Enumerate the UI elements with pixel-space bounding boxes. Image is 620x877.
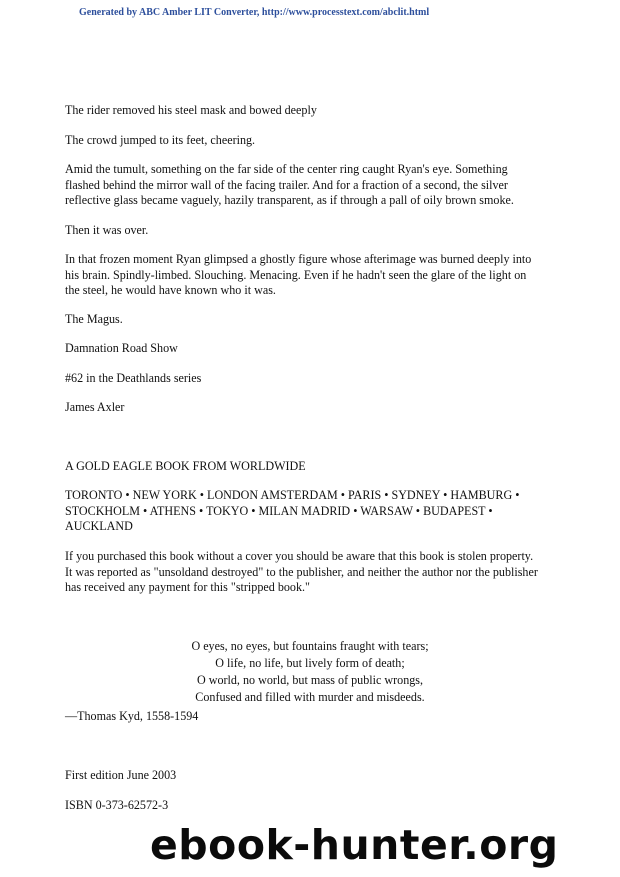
watermark-text: ebook-hunter.org [150, 821, 559, 869]
epigraph-line: Confused and filled with murder and misdeeds. [195, 690, 425, 704]
epigraph-poem [150, 638, 470, 706]
paragraph-over: Then it was over. [65, 223, 149, 237]
stripped-book-notice: If you purchased this book without a cover you should be aware that this book is stolen property. It was reported as "unsoldand destroyed" to the publisher, and neither the author nor the publisher has received any payment for this "stripped book." [65, 549, 538, 594]
author-name: James Axler [65, 400, 125, 414]
epigraph-line: O life, no life, but lively form of death; [215, 656, 405, 670]
book-title: Damnation Road Show [65, 341, 178, 355]
converter-header: Generated by ABC Amber LIT Converter, http://www.processtext.com/abclit.html [79, 7, 430, 18]
epigraph-line: O eyes, no eyes, but fountains fraught with tears; [191, 639, 429, 653]
epigraph-line: O world, no world, but mass of public wrongs, [196, 673, 424, 687]
publisher-cities: TORONTO • NEW YORK • LONDON AMSTERDAM • PARIS • SYDNEY • HAMBURG • STOCKHOLM • ATHENS • TOKYO • MILAN MADRID • WARSAW • BUDAPEST • AUCKLAND [65, 488, 520, 533]
paragraph-magus: The Magus. [65, 312, 123, 326]
isbn: ISBN 0-373-62572-3 [65, 798, 169, 812]
first-edition: First edition June 2003 [65, 768, 177, 782]
epigraph-attribution: —Thomas Kyd, 1558-1594 [65, 709, 199, 723]
paragraph-frozen-moment: In that frozen moment Ryan glimpsed a ghostly figure whose afterimage was burned deeply into his brain. Spindly-limbed. Slouching. Menacing. Even if he hadn't seen the glare of the light on the steel, he would have known who it was. [65, 252, 532, 297]
paragraph-crowd: The crowd jumped to its feet, cheering. [65, 133, 256, 147]
series-info: #62 in the Deathlands series [65, 371, 202, 385]
paragraph-rider: The rider removed his steel mask and bowed deeply [65, 103, 317, 117]
paragraph-tumult: Amid the tumult, something on the far side of the center ring caught Ryan's eye. Something flashed behind the mirror wall of the facing trailer. And for a fraction of a second, the silver reflective glass became vaguely, hazily transparent, as if through a pall of oily brown smoke. [65, 162, 514, 207]
publisher-line: A GOLD EAGLE BOOK FROM WORLDWIDE [65, 459, 306, 473]
